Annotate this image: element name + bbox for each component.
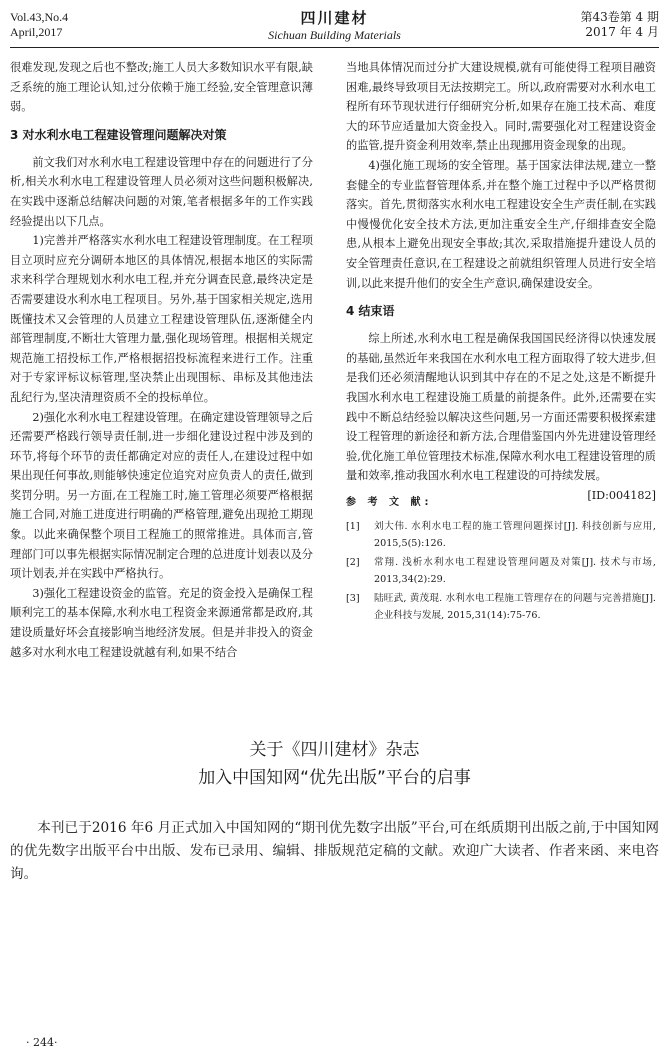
date-en: April,2017 xyxy=(10,25,63,39)
section-heading: 4 结束语 xyxy=(346,304,395,319)
reference-text: 刘大伟. 水利水电工程的施工管理问题探讨[J]. 科技创新与应用, 2015,5(5):126. xyxy=(374,520,656,549)
header-right xyxy=(580,10,659,40)
volume-en: Vol.43,No.4 xyxy=(10,10,69,24)
reference-item xyxy=(346,518,656,552)
journal-logo: 四川建材 xyxy=(300,9,369,27)
notice-title-line2: 加入中国知网“优先出版”平台的启事 xyxy=(198,768,471,788)
left-column xyxy=(10,58,313,662)
conclusion-text: 综上所述,水利水电工程是确保我国国民经济得以快速发展的基础,虽然近年来我国在水利水电工程方面取得了较大进步,但是我们还必须清醒地认识到其中存在的不足之处,这是不断提升我国水利水电工程建设施工质量的前提条件。此外,还需要在实践中不断总结经验以解决这些问题,另一方面还需要积极探索建设工程管理的新途径和新方法,合理借鉴国内外先进建设管理经验,优化施工单位管理技术标准,保障水利水电工程建设管理的质量和效率,推动我国水利水电工程建设的可持续发展。 xyxy=(346,332,656,483)
paragraph: 前文我们对水利水电工程建设管理中存在的问题进行了分析,相关水利水电工程建设管理人员必须对这些问题积极解决,在实践中逐渐总结解决问题的对策,笔者根据多年的工作实践经验提出以下几点。 xyxy=(10,155,313,228)
article-id: [ID:004182] xyxy=(587,488,656,502)
header-left xyxy=(10,10,68,40)
references-heading: 参 考 文 献: xyxy=(346,496,433,508)
paragraph: 很难发现,发现之后也不整改;施工人员大多数知识水平有限,缺乏系统的施工理论认知,过分依赖于施工经验,安全管理意识薄弱。 xyxy=(10,61,313,114)
paragraph: 3)强化工程建设资金的监管。充足的资金投入是确保工程顺利完工的基本保障,水利水电工程资金来源通常都是政府,其建设质量好坏会直接影响当地经济发展。但是并非投入的资金越多对水利水电工程建设就越有利,如果不结合 xyxy=(10,586,313,659)
reference-text: 陆旺武, 黄茂琨. 水利水电工程施工管理存在的问题与完善措施[J]. 企业科技与发展, 2015,31(14):75-76. xyxy=(374,592,656,621)
reference-number: [2] xyxy=(346,556,360,568)
paragraph: 当地具体情况而过分扩大建设规模,就有可能使得工程项目融资困难,最终导致项目无法按期完工。所以,政府需要对水利水电工程所有环节现状进行仔细研究分析,如果存在施工技术高、难度大的环节应适量加大资金投入。同时,需要强化对工程建设资金的监管,提升资金利用效率,禁止出现挪用资金现象的出现。 xyxy=(346,61,656,153)
reference-number: [3] xyxy=(346,592,360,604)
reference-number: [1] xyxy=(346,520,360,532)
journal-masthead xyxy=(210,8,459,42)
journal-name-en: Sichuan Building Materials xyxy=(268,28,401,42)
notice-body: 本刊已于2016 年6 月正式加入中国知网的“期刊优先数字出版”平台,可在纸质期刊出版之前,于中国知网的优先数字出版平台中出版、发布已录用、编辑、排版规范定稿的文献。欢迎广大读者、作者来函、来电咨询。 xyxy=(10,820,659,882)
section-heading: 3 对水利水电工程建设管理问题解决对策 xyxy=(10,127,227,142)
page-header xyxy=(10,6,659,48)
page-number: · 244· xyxy=(26,1036,58,1049)
date-cn: 2017 年 4 月 xyxy=(585,25,659,39)
reference-list xyxy=(346,518,656,624)
reference-item xyxy=(346,590,656,624)
paragraph: 2)强化水利水电工程建设管理。在确定建设管理领导之后还需要严格践行领导责任制,进一步细化建设过程中涉及到的环节,将每个环节的责任都确定对应的责任人,在建设过程中如果出现任何事故,则能够快速定位追究对应负责人的责任,做到奖罚分明。另一方面,在工程施工时,施工管理必须要严格根据施工合同,对施工进度进行明确的严格管理,避免出现抢工期现象。以此来确保整个项目工程施工的照常推进。具体而言,管理部门可以事先根据实际情况制定合理的总进度计划表以及分项计划表,并在实践中严格执行。 xyxy=(10,410,313,581)
volume-cn: 第43卷第 4 期 xyxy=(580,10,659,24)
paragraph: 1)完善并严格落实水利水电工程建设管理制度。在工程项目立项时应充分调研本地区的具体情况,根据本地区的实际需求来科学合理规划水利水电工程,并充分调查民意,最终决定是否需要建设水利水电工程项目。另外,基于国家相关规定,选用既懂技术又会管理的人员建立工程建设管理队伍,逐渐健全内部管理制度,不断壮大管理力量,强化现场管理。根据相关规定规范施工招投标工作,严格根据招投标流程来进行工作。注重对于专家评标议标管理,坚决禁止出现围标、串标及其他违法乱纪行为,坚决清理资质不全的投标单位。 xyxy=(10,234,313,404)
reference-item xyxy=(346,554,656,588)
notice-title-line1: 关于《四川建材》杂志 xyxy=(249,740,420,760)
paragraph: 4)强化施工现场的安全管理。基于国家法律法规,建立一整套健全的专业监督管理体系,并在整个施工过程中予以严格贯彻落实。首先,贯彻落实水利水电工程建设安全生产责任制,在实践中慢慢优化安全技术方法,更加注重安全生产,仔细排查安全隐患,从根本上避免出现安全事故;其次,采取措施提升建设人员的安全管理责任意识,在工程建设之前就组织管理人员进行安全培训,以此来提升他们的安全生产意识,确保建设安全。 xyxy=(346,158,656,290)
reference-text: 常翔. 浅析水利水电工程建设管理问题及对策[J]. 技术与市场, 2013,34(2):29. xyxy=(374,556,656,585)
right-column xyxy=(346,58,656,626)
header-divider xyxy=(10,47,659,48)
